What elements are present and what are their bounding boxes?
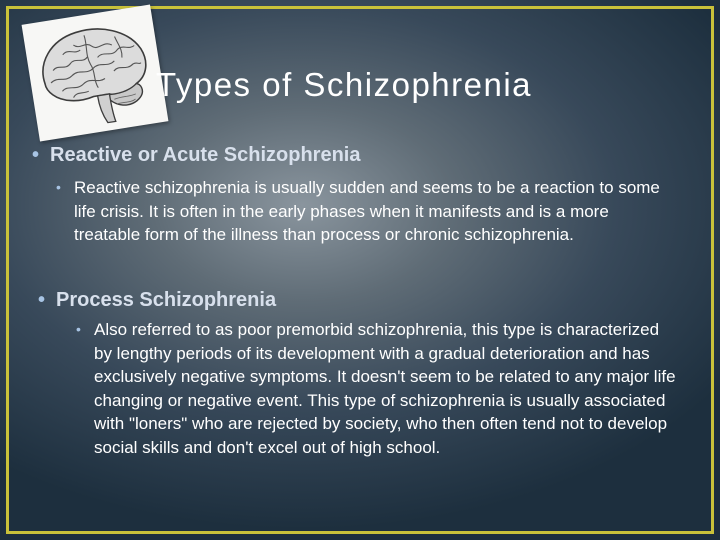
bullet-detail-reactive <box>56 176 674 247</box>
sub-bullet-icon: • <box>56 179 61 195</box>
bullet-icon: • <box>32 144 40 166</box>
brain-image <box>22 5 169 142</box>
sub-bullet-icon: • <box>76 321 81 337</box>
bullet-detail-text: Also referred to as poor premorbid schizophrenia, this type is characterized by lengthy periods of its development with a gradual deterioration and has exclusively negative symptoms. It doesn't seem to be related to any major life changing or negative event. This type of schizophrenia is usually associated with "loners" who are rejected by society, who then often tend not to develop social skills and don't excel out of high school. <box>94 320 676 457</box>
slide-title: Types of Schizophrenia <box>156 66 533 103</box>
bullet-reactive-schizophrenia <box>32 144 360 167</box>
bullet-heading: Process Schizophrenia <box>56 289 277 311</box>
brain-icon <box>22 5 169 142</box>
bullet-detail-text: Reactive schizophrenia is usually sudden and seems to be a reaction to some life crisis. It is often in the early phases when it manifests and is a more treatable form of the illness than process or chronic schizophrenia. <box>74 178 660 244</box>
bullet-heading: Reactive or Acute Schizophrenia <box>50 144 361 166</box>
bullet-icon: • <box>38 289 46 311</box>
bullet-detail-process <box>76 318 676 459</box>
bullet-process-schizophrenia <box>38 289 276 312</box>
